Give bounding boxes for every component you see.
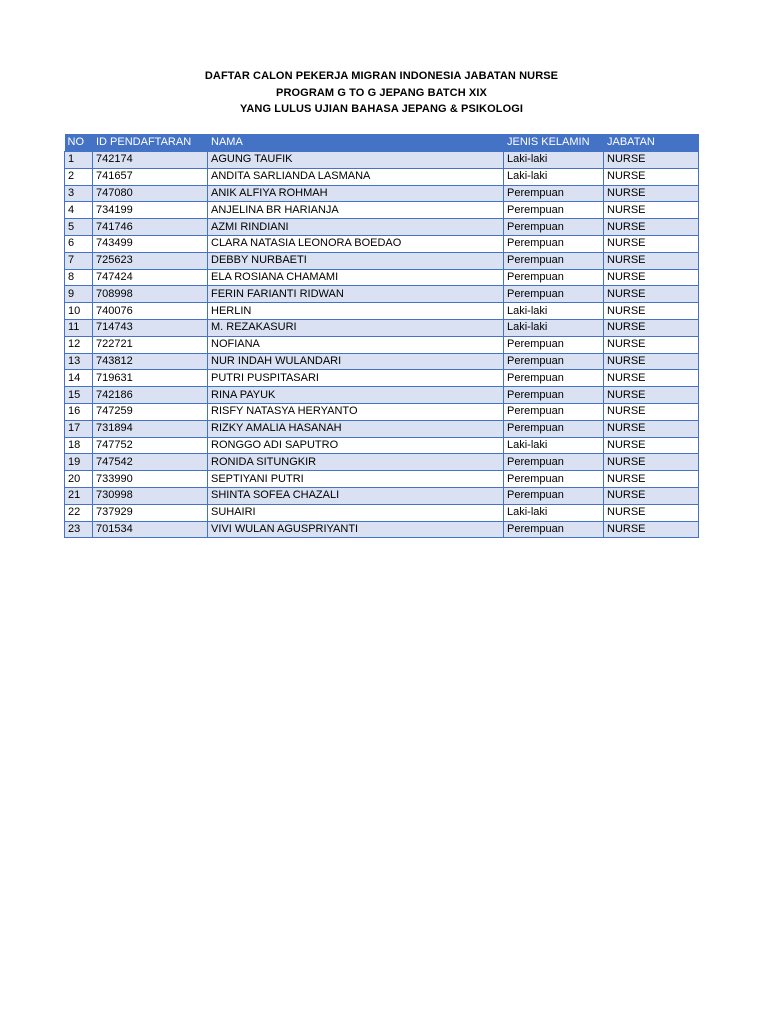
table-row: [65, 437, 699, 454]
cell-jabatan: NURSE: [604, 521, 699, 538]
cell-jabatan: NURSE: [604, 202, 699, 219]
cell-nama: SHINTA SOFEA CHAZALI: [208, 487, 504, 504]
table-row: [65, 269, 699, 286]
cell-nama: FERIN FARIANTI RIDWAN: [208, 286, 504, 303]
cell-jenis-kelamin: Perempuan: [504, 454, 604, 471]
cell-id-pendaftaran: 740076: [93, 303, 208, 320]
table-body: [65, 152, 699, 538]
cell-nama: NOFIANA: [208, 336, 504, 353]
table-row: [65, 420, 699, 437]
cell-nama: CLARA NATASIA LEONORA BOEDAO: [208, 235, 504, 252]
cell-jenis-kelamin: Perempuan: [504, 420, 604, 437]
cell-jenis-kelamin: Perempuan: [504, 471, 604, 488]
cell-jabatan: NURSE: [604, 252, 699, 269]
cell-jenis-kelamin: Perempuan: [504, 521, 604, 538]
cell-jenis-kelamin: Laki-laki: [504, 504, 604, 521]
cell-no: 23: [65, 521, 93, 538]
cell-nama: SUHAIRI: [208, 504, 504, 521]
cell-jabatan: NURSE: [604, 152, 699, 169]
cell-jabatan: NURSE: [604, 387, 699, 404]
cell-nama: SEPTIYANI PUTRI: [208, 471, 504, 488]
document-title: [0, 68, 763, 118]
cell-jenis-kelamin: Perempuan: [504, 403, 604, 420]
cell-nama: RINA PAYUK: [208, 387, 504, 404]
cell-jabatan: NURSE: [604, 168, 699, 185]
cell-jenis-kelamin: Laki-laki: [504, 319, 604, 336]
cell-jenis-kelamin: Laki-laki: [504, 303, 604, 320]
cell-no: 4: [65, 202, 93, 219]
cell-id-pendaftaran: 742186: [93, 387, 208, 404]
cell-no: 11: [65, 319, 93, 336]
cell-id-pendaftaran: 741746: [93, 219, 208, 236]
cell-jabatan: NURSE: [604, 403, 699, 420]
cell-no: 2: [65, 168, 93, 185]
cell-jabatan: NURSE: [604, 269, 699, 286]
cell-id-pendaftaran: 731894: [93, 420, 208, 437]
cell-nama: RONGGO ADI SAPUTRO: [208, 437, 504, 454]
cell-jenis-kelamin: Perempuan: [504, 286, 604, 303]
table-row: [65, 403, 699, 420]
cell-no: 10: [65, 303, 93, 320]
cell-no: 21: [65, 487, 93, 504]
cell-nama: RISFY NATASYA HERYANTO: [208, 403, 504, 420]
cell-jabatan: NURSE: [604, 336, 699, 353]
cell-no: 22: [65, 504, 93, 521]
cell-id-pendaftaran: 737929: [93, 504, 208, 521]
cell-jenis-kelamin: Perempuan: [504, 370, 604, 387]
table-row: [65, 202, 699, 219]
cell-jenis-kelamin: Perempuan: [504, 269, 604, 286]
cell-id-pendaftaran: 725623: [93, 252, 208, 269]
cell-no: 17: [65, 420, 93, 437]
table-row: [65, 521, 699, 538]
cell-nama: VIVI WULAN AGUSPRIYANTI: [208, 521, 504, 538]
cell-jabatan: NURSE: [604, 504, 699, 521]
cell-nama: RONIDA SITUNGKIR: [208, 454, 504, 471]
cell-jenis-kelamin: Laki-laki: [504, 168, 604, 185]
cell-nama: AZMI RINDIANI: [208, 219, 504, 236]
cell-jenis-kelamin: Perempuan: [504, 353, 604, 370]
cell-id-pendaftaran: 734199: [93, 202, 208, 219]
cell-nama: ANJELINA BR HARIANJA: [208, 202, 504, 219]
table-row: [65, 235, 699, 252]
cell-no: 12: [65, 336, 93, 353]
cell-nama: M. REZAKASURI: [208, 319, 504, 336]
cell-jenis-kelamin: Perempuan: [504, 202, 604, 219]
cell-id-pendaftaran: 743499: [93, 235, 208, 252]
header-id-pendaftaran: ID PENDAFTARAN: [93, 134, 208, 152]
header-row: [65, 134, 699, 152]
cell-nama: RIZKY AMALIA HASANAH: [208, 420, 504, 437]
header-jabatan: JABATAN: [604, 134, 699, 152]
cell-no: 9: [65, 286, 93, 303]
cell-jabatan: NURSE: [604, 370, 699, 387]
cell-id-pendaftaran: 708998: [93, 286, 208, 303]
cell-nama: NUR INDAH WULANDARI: [208, 353, 504, 370]
table-row: [65, 504, 699, 521]
cell-no: 7: [65, 252, 93, 269]
header-nama: NAMA: [208, 134, 504, 152]
title-line-3: YANG LULUS UJIAN BAHASA JEPANG & PSIKOLOGI: [239, 103, 524, 115]
title-line-2: PROGRAM G TO G JEPANG BATCH XIX: [276, 86, 487, 99]
cell-jenis-kelamin: Perempuan: [504, 185, 604, 202]
table-row: [65, 303, 699, 320]
cell-jenis-kelamin: Perempuan: [504, 252, 604, 269]
cell-id-pendaftaran: 747259: [93, 403, 208, 420]
cell-id-pendaftaran: 719631: [93, 370, 208, 387]
cell-no: 3: [65, 185, 93, 202]
cell-nama: HERLIN: [208, 303, 504, 320]
cell-id-pendaftaran: 747080: [93, 185, 208, 202]
cell-jabatan: NURSE: [604, 219, 699, 236]
table-row: [65, 319, 699, 336]
cell-no: 15: [65, 387, 93, 404]
cell-no: 18: [65, 437, 93, 454]
table-row: [65, 370, 699, 387]
cell-no: 14: [65, 370, 93, 387]
header-no: NO: [65, 134, 93, 152]
cell-jenis-kelamin: Laki-laki: [504, 152, 604, 169]
cell-jabatan: NURSE: [604, 471, 699, 488]
candidate-table: [64, 134, 699, 538]
cell-id-pendaftaran: 722721: [93, 336, 208, 353]
table-row: [65, 219, 699, 236]
cell-jenis-kelamin: Perempuan: [504, 219, 604, 236]
table-row: [65, 152, 699, 169]
cell-id-pendaftaran: 741657: [93, 168, 208, 185]
table-header: [65, 134, 699, 152]
cell-no: 6: [65, 235, 93, 252]
cell-jabatan: NURSE: [604, 353, 699, 370]
table-row: [65, 353, 699, 370]
cell-jabatan: NURSE: [604, 235, 699, 252]
cell-id-pendaftaran: 730998: [93, 487, 208, 504]
cell-jabatan: NURSE: [604, 286, 699, 303]
cell-id-pendaftaran: 714743: [93, 319, 208, 336]
cell-id-pendaftaran: 701534: [93, 521, 208, 538]
table-row: [65, 185, 699, 202]
cell-nama: ANDITA SARLIANDA LASMANA: [208, 168, 504, 185]
cell-id-pendaftaran: 743812: [93, 353, 208, 370]
header-jenis-kelamin: JENIS KELAMIN: [504, 134, 604, 152]
cell-no: 8: [65, 269, 93, 286]
cell-jenis-kelamin: Perempuan: [504, 487, 604, 504]
cell-jabatan: NURSE: [604, 319, 699, 336]
table-row: [65, 487, 699, 504]
cell-jenis-kelamin: Perempuan: [504, 387, 604, 404]
cell-no: 19: [65, 454, 93, 471]
cell-jabatan: NURSE: [604, 454, 699, 471]
cell-no: 20: [65, 471, 93, 488]
cell-no: 13: [65, 353, 93, 370]
table-row: [65, 471, 699, 488]
cell-id-pendaftaran: 747424: [93, 269, 208, 286]
cell-nama: DEBBY NURBAETI: [208, 252, 504, 269]
table-row: [65, 252, 699, 269]
cell-jabatan: NURSE: [604, 437, 699, 454]
title-line-1: DAFTAR CALON PEKERJA MIGRAN INDONESIA JABATAN NURSE: [204, 70, 559, 82]
cell-id-pendaftaran: 747752: [93, 437, 208, 454]
cell-jabatan: NURSE: [604, 487, 699, 504]
cell-no: 5: [65, 219, 93, 236]
cell-jenis-kelamin: Laki-laki: [504, 437, 604, 454]
cell-jabatan: NURSE: [604, 303, 699, 320]
cell-jenis-kelamin: Perempuan: [504, 235, 604, 252]
cell-jabatan: NURSE: [604, 420, 699, 437]
cell-nama: ANIK ALFIYA ROHMAH: [208, 185, 504, 202]
cell-no: 1: [65, 152, 93, 169]
cell-jenis-kelamin: Perempuan: [504, 336, 604, 353]
table-row: [65, 336, 699, 353]
cell-nama: AGUNG TAUFIK: [208, 152, 504, 169]
table-row: [65, 168, 699, 185]
cell-jabatan: NURSE: [604, 185, 699, 202]
cell-id-pendaftaran: 742174: [93, 152, 208, 169]
cell-id-pendaftaran: 747542: [93, 454, 208, 471]
table-row: [65, 387, 699, 404]
cell-nama: ELA ROSIANA CHAMAMI: [208, 269, 504, 286]
cell-id-pendaftaran: 733990: [93, 471, 208, 488]
cell-nama: PUTRI PUSPITASARI: [208, 370, 504, 387]
table-row: [65, 286, 699, 303]
table-row: [65, 454, 699, 471]
cell-no: 16: [65, 403, 93, 420]
